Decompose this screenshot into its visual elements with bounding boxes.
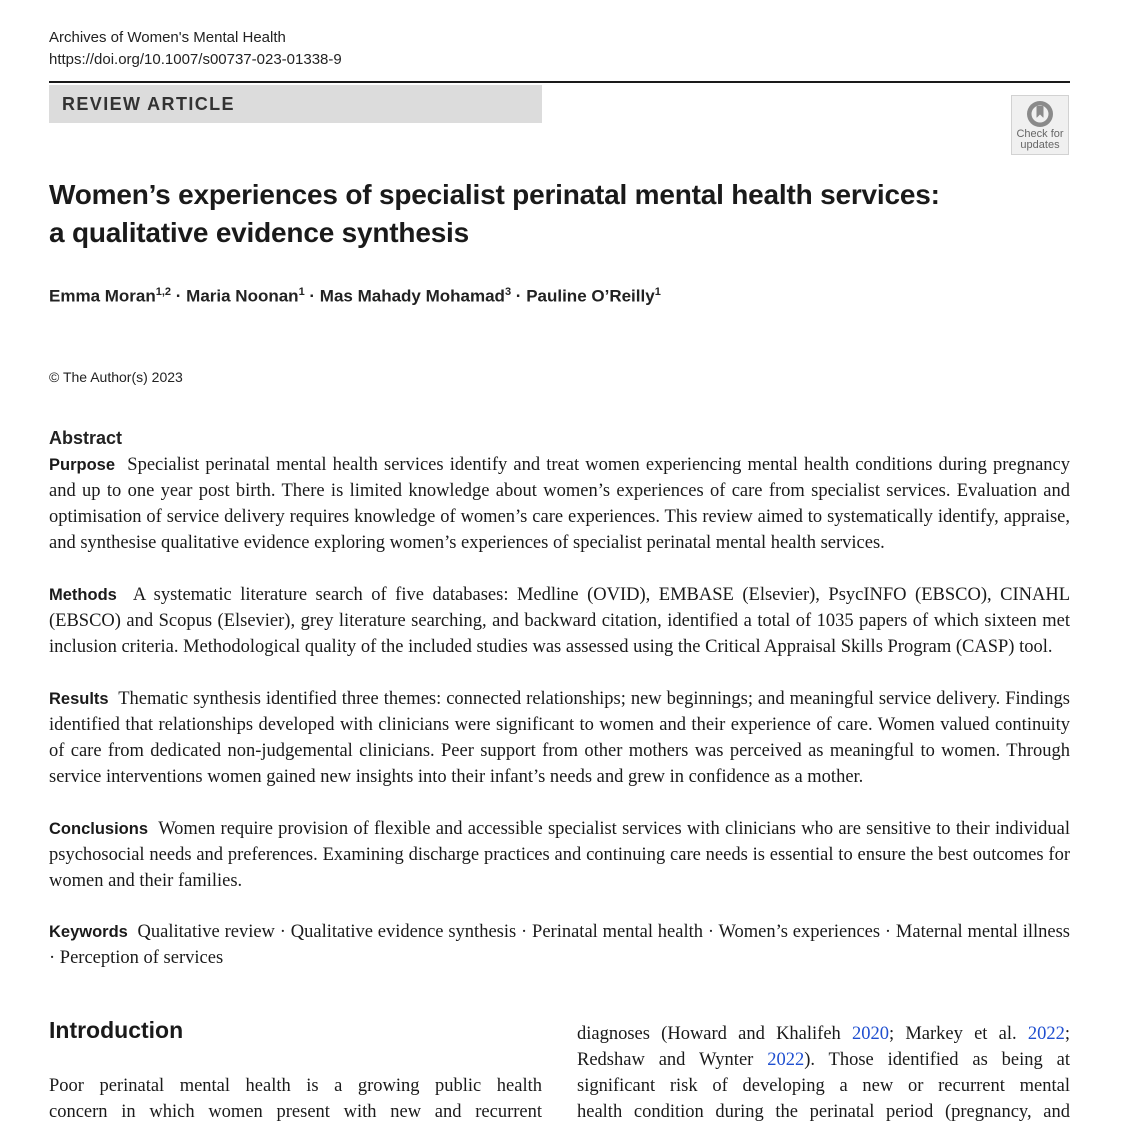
doi-link[interactable]: https://doi.org/10.1007/s00737-023-01338-9 (49, 51, 342, 68)
article-type-banner (49, 85, 542, 123)
citation-link[interactable]: 2022 (767, 1050, 805, 1070)
introduction-right-column (577, 1021, 1070, 1125)
keywords-text: Qualitative review · Qualitative evidence synthesis · Perinatal mental health · Women’s experiences · Maternal mental illness · Perception of services (49, 922, 1070, 968)
methods-text: A systematic literature search of five databases: Medline (OVID), EMBASE (Elsevier), PsycINFO (EBSCO), CINAHL (EBSCO) and Scopus (Elsevier), grey literature searching, and backward citation, identified a total of 1035 papers of which sixteen met inclusion criteria. Methodological quality of the included studies was assessed using the Critical Appraisal Skills Program (CASP) tool. (49, 585, 1070, 657)
author-separator: · (171, 286, 187, 306)
author-name[interactable]: Pauline O’Reilly (526, 286, 655, 306)
check-for-updates-line2: updates (1020, 139, 1060, 151)
header-rule (49, 81, 1070, 83)
text-line: diagnoses (Howard and Khalifeh 2020; Markey et al. 2022; (577, 1024, 1070, 1044)
title-line-2: a qualitative evidence synthesis (49, 217, 470, 248)
conclusions-text: Women require provision of flexible and accessible specialist services with clinicians who are sensitive to their individual psychosocial needs and preferences. Examining discharge practices and continuing care needs is essential to ensure the best outcomes for women and their families. (49, 819, 1070, 891)
author-name[interactable]: Maria Noonan (186, 286, 299, 306)
citation-link[interactable]: 2022 (1027, 1024, 1065, 1044)
article-title (49, 176, 1070, 252)
copyright-notice: © The Author(s) 2023 (49, 369, 183, 385)
text-line: significant risk of developing a new or recurrent mental (577, 1076, 1070, 1096)
abstract-results (49, 686, 1070, 790)
journal-name: Archives of Women's Mental Health (49, 29, 286, 46)
author-affiliation: 1 (654, 286, 661, 298)
check-for-updates-button[interactable] (1011, 95, 1069, 155)
conclusions-label: Conclusions (49, 820, 149, 838)
abstract-conclusions (49, 816, 1070, 894)
citation-link[interactable]: 2020 (852, 1024, 889, 1044)
author-affiliation: 3 (504, 286, 512, 298)
introduction-left-column (49, 1073, 542, 1125)
purpose-text: Specialist perinatal mental health services identify and treat women experiencing mental health conditions during pregnancy and up to one year post birth. There is limited knowledge about women’s experiences of care from specialist services. Evaluation and optimisation of service delivery requires knowledge of women’s care experiences. This review aimed to systematically identify, appraise, and synthesise qualitative evidence exploring women’s experiences of specialist perinatal mental health services. (49, 455, 1070, 553)
results-label: Results (49, 690, 109, 708)
author-separator: · (304, 286, 320, 306)
abstract-methods (49, 582, 1070, 660)
author-affiliation: 1 (298, 286, 305, 298)
text-line: concern in which women present with new and recurrent (49, 1102, 542, 1122)
author-list (49, 286, 661, 307)
text-line: Redshaw and Wynter 2022). Those identified as being at (577, 1050, 1071, 1070)
purpose-label: Purpose (49, 456, 116, 474)
text-line: health condition during the perinatal period (pregnancy, and (577, 1102, 1070, 1122)
author-name[interactable]: Emma Moran (49, 286, 156, 306)
check-for-updates-line1: Check for (1016, 128, 1064, 140)
journal-header (49, 27, 342, 71)
introduction-heading: Introduction (49, 1017, 184, 1043)
author-separator: · (511, 286, 527, 306)
article-type-label: REVIEW ARTICLE (62, 94, 235, 114)
results-text: Thematic synthesis identified three themes: connected relationships; new beginnings; and meaningful service delivery. Findings identified that relationships developed with clinicians were significant to women and their experience of care. Women valued continuity of care from dedicated non-judgemental clinicians. Peer support from other mothers was perceived as meaningful to women. Through service interventions women gained new insights into their infant’s needs and grew in confidence as a mother. (49, 689, 1070, 787)
title-line-1: Women’s experiences of specialist perinatal mental health services: (49, 179, 940, 210)
abstract-purpose (49, 452, 1070, 556)
keywords-label: Keywords (49, 923, 128, 941)
author-affiliation: 1,2 (155, 286, 172, 298)
author-name[interactable]: Mas Mahady Mohamad (319, 286, 505, 306)
abstract-heading: Abstract (49, 428, 123, 448)
crossmark-icon (1025, 99, 1055, 129)
keywords (49, 919, 1070, 971)
methods-label: Methods (49, 586, 117, 604)
text-line: Poor perinatal mental health is a growing public health (49, 1076, 542, 1096)
